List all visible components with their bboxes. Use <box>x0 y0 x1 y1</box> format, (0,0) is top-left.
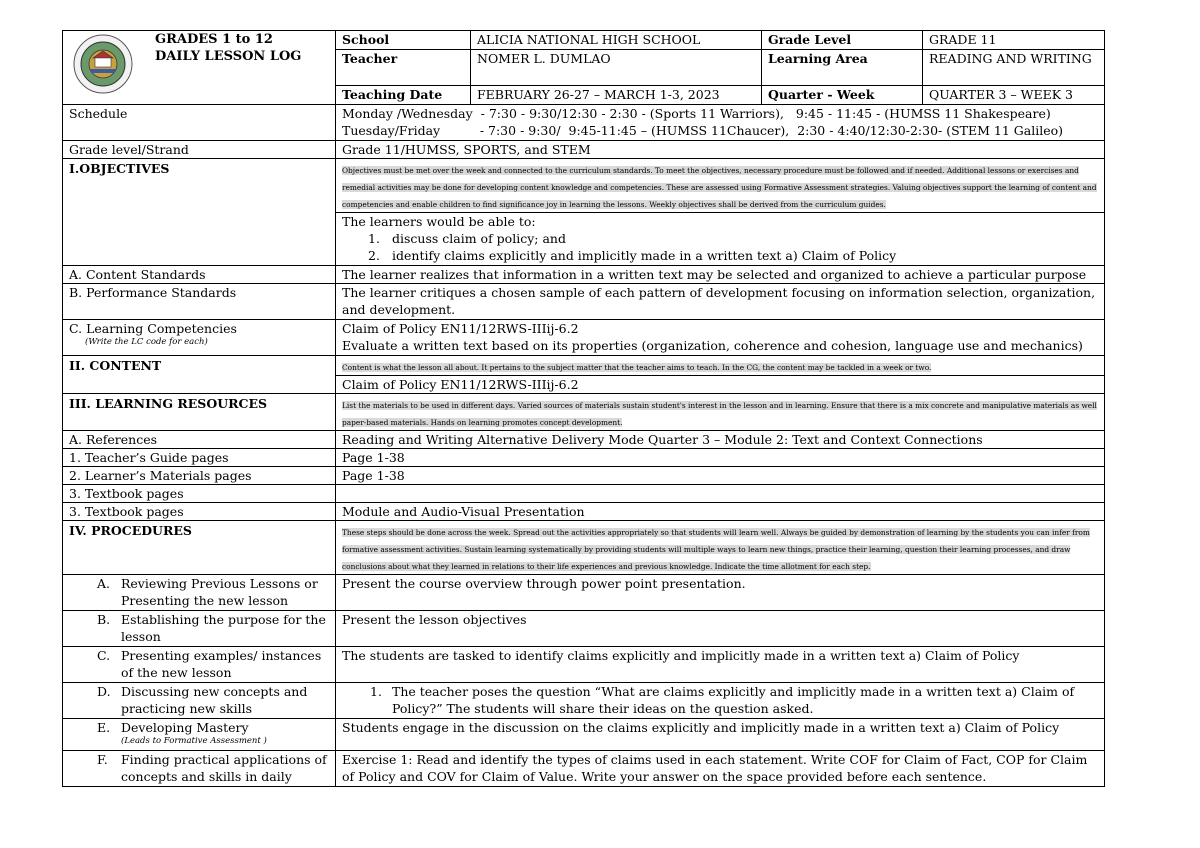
step-sublabel: (Leads to Formative Assessment ) <box>121 736 267 746</box>
step-letter: D. <box>97 684 111 699</box>
procedure-step-b-value: Present the lesson objectives <box>336 611 1105 647</box>
learners-materials-label: 2. Learner’s Materials pages <box>63 467 336 485</box>
performance-standards-label: B. Performance Standards <box>63 284 336 320</box>
procedure-step-f-value: Exercise 1: Read and identify the types of claims used in each statement. Write COF for Claim of Fact, COP for Claim of Policy and COV for Claim of Value. Write your answer on the space provided before each sentence. <box>336 751 1105 787</box>
schedule-label: Schedule <box>63 105 336 141</box>
step-label: Reviewing Previous Lessons or Presenting the new lesson <box>121 576 318 608</box>
step-label: Establishing the purpose for the lesson <box>121 612 326 644</box>
teachers-guide-label: 1. Teacher’s Guide pages <box>63 449 336 467</box>
title-line-2: DAILY LESSON LOG <box>155 49 302 64</box>
content-value: Claim of Policy EN11/12RWS-IIIij-6.2 <box>336 376 1105 394</box>
competencies-label: C. Learning Competencies <box>69 321 237 336</box>
quarter-label: Quarter - Week <box>762 86 923 105</box>
procedures-note-cell <box>336 521 1105 575</box>
competencies-line-2: Evaluate a written text based on its properties (organization, coherence and cohesion, language use and mechanics) <box>342 338 1083 353</box>
resources-note-cell <box>336 394 1105 431</box>
procedure-step-d-label <box>63 683 336 719</box>
school-seal-icon <box>73 34 133 94</box>
objective-number: 2. <box>368 248 380 263</box>
textbook-label: 3. Textbook pages <box>63 485 336 503</box>
content-standards-value: The learner realizes that information in a written text may be selected and organized to achieve a particular purpose <box>336 266 1105 284</box>
step-letter: A. <box>97 576 111 591</box>
procedure-step-d-value <box>336 683 1105 719</box>
schedule-line-2: Tuesday/Friday - 7:30 - 9:30/ 9:45-11:45 – (HUMSS 11Chaucer), 2:30 - 4:40/12:30-2:30- (STEM 11 Galileo) <box>342 123 1064 138</box>
performance-standards-value: The learner critiques a chosen sample of each pattern of development focusing on information selection, organization, and development. <box>336 284 1105 320</box>
resources-note: List the materials to be used in different days. Varied sources of materials sustain student's interest in the lesson and in learning. Ensure that there is a mix concrete and manipulative materials as well paper-based materials. Hands on learning promotes concept development. <box>342 401 1097 427</box>
procedure-step-c-label <box>63 647 336 683</box>
objectives-note: Objectives must be met over the week and connected to the curriculum standards. To meet the objectives, necessary procedure must be followed and if needed. Additional lessons or exercises and remedial activities may be done for developing content knowledge and competencies. These are assessed using Formative Assessment strategies. Valuing objectives support the learning of content and competencies and enable children to find significance joy in learning the lessons. Weekly objectives shall be derived from the curriculum guides. <box>342 166 1097 209</box>
teacher-label: Teacher <box>336 50 471 86</box>
objectives-list <box>342 230 1098 264</box>
quarter-value: QUARTER 3 – WEEK 3 <box>923 86 1105 105</box>
title-line-1: GRADES 1 to 12 <box>155 32 273 47</box>
teaching-date-label: Teaching Date <box>336 86 471 105</box>
step-letter: E. <box>97 720 111 735</box>
procedure-step-f-label <box>63 751 336 787</box>
competencies-sublabel: (Write the LC code for each) <box>85 337 208 347</box>
content-label: II. CONTENT <box>63 356 336 394</box>
procedure-step-c-value: The students are tasked to identify claims explicitly and implicitly made in a written text a) Claim of Policy <box>336 647 1105 683</box>
procedures-note: These steps should be done across the week. Spread out the activities appropriately so that students will learn well. Always be guided by demonstration of learning by the students you can infer from formative assessment activities. Sustain learning systematically by providing students will multiple ways to learn new things, practice their learning, question their learning processes, and draw conclusions about what they learned in relations to their life experiences and previous knowledge. Indicate the time allotment for each step. <box>342 528 1090 571</box>
references-value: Reading and Writing Alternative Delivery Mode Quarter 3 – Module 2: Text and Context Connections <box>336 431 1105 449</box>
objective-number: 1. <box>368 231 380 246</box>
step-letter: F. <box>97 752 108 767</box>
strand-value: Grade 11/HUMSS, SPORTS, and STEM <box>336 141 1105 159</box>
objectives-note-cell <box>336 159 1105 213</box>
competencies-line-1: Claim of Policy EN11/12RWS-IIIij-6.2 <box>342 321 579 336</box>
textbook-value <box>336 485 1105 503</box>
schedule-value <box>336 105 1105 141</box>
teacher-value: NOMER L. DUMLAO <box>471 50 762 86</box>
content-standards-label: A. Content Standards <box>63 266 336 284</box>
objectives-list-cell <box>336 213 1105 266</box>
procedure-step-a-value: Present the course overview through power point presentation. <box>336 575 1105 611</box>
step-letter: B. <box>97 612 111 627</box>
step-item-text: The teacher poses the question “What are claims explicitly and implicitly made in a written text a) Claim of Policy?” The students will share their ideas on the question asked. <box>392 684 1075 716</box>
step-label: Discussing new concepts and practicing new skills <box>121 684 308 716</box>
grade-level-value: GRADE 11 <box>923 31 1105 50</box>
references-label: A. References <box>63 431 336 449</box>
schedule-line-1: Monday /Wednesday - 7:30 - 9:30/12:30 - 2:30 - (Sports 11 Warriors), 9:45 - 11:45 - (HUMSS 11 Shakespeare) <box>342 106 1051 121</box>
textbook-value-2: Module and Audio-Visual Presentation <box>336 503 1105 521</box>
teachers-guide-value: Page 1-38 <box>336 449 1105 467</box>
daily-lesson-log <box>62 30 1104 787</box>
content-note-cell <box>336 356 1105 376</box>
step-letter: C. <box>97 648 111 663</box>
strand-label: Grade level/Strand <box>63 141 336 159</box>
procedure-step-b-label <box>63 611 336 647</box>
school-label: School <box>336 31 471 50</box>
objective-item <box>342 230 1098 247</box>
competencies-value <box>336 320 1105 356</box>
competencies-label-cell <box>63 320 336 356</box>
textbook-label-2: 3. Textbook pages <box>63 503 336 521</box>
objective-text: discuss claim of policy; and <box>392 231 566 246</box>
content-note: Content is what the lesson all about. It pertains to the subject matter that the teacher aims to teach. In the CG, the content may be tackled in a week or two. <box>342 363 932 372</box>
objectives-label: I.OBJECTIVES <box>63 159 336 266</box>
learners-materials-value: Page 1-38 <box>336 467 1105 485</box>
learning-area-label: Learning Area <box>762 50 923 86</box>
procedures-label: IV. PROCEDURES <box>63 521 336 575</box>
step-item-number: 1. <box>370 684 382 699</box>
step-label: Finding practical applications of concepts and skills in daily <box>121 752 327 784</box>
objective-text: identify claims explicitly and implicitly made in a written text a) Claim of Policy <box>392 248 897 263</box>
procedure-step-e-value: Students engage in the discussion on the claims explicitly and implicitly made in a written text a) Claim of Policy <box>336 719 1105 751</box>
step-label: Developing Mastery <box>121 720 249 735</box>
school-value: ALICIA NATIONAL HIGH SCHOOL <box>471 31 762 50</box>
resources-label: III. LEARNING RESOURCES <box>63 394 336 431</box>
header-title-cell <box>63 31 336 105</box>
grade-level-label: Grade Level <box>762 31 923 50</box>
procedure-step-a-label <box>63 575 336 611</box>
objective-item <box>342 247 1098 264</box>
lesson-log-table <box>62 30 1105 787</box>
step-label: Presenting examples/ instances of the new lesson <box>121 648 322 680</box>
objectives-intro: The learners would be able to: <box>342 214 536 229</box>
teaching-date-value: FEBRUARY 26-27 – MARCH 1-3, 2023 <box>471 86 762 105</box>
procedure-step-e-label <box>63 719 336 751</box>
learning-area-value: READING AND WRITING <box>923 50 1105 86</box>
